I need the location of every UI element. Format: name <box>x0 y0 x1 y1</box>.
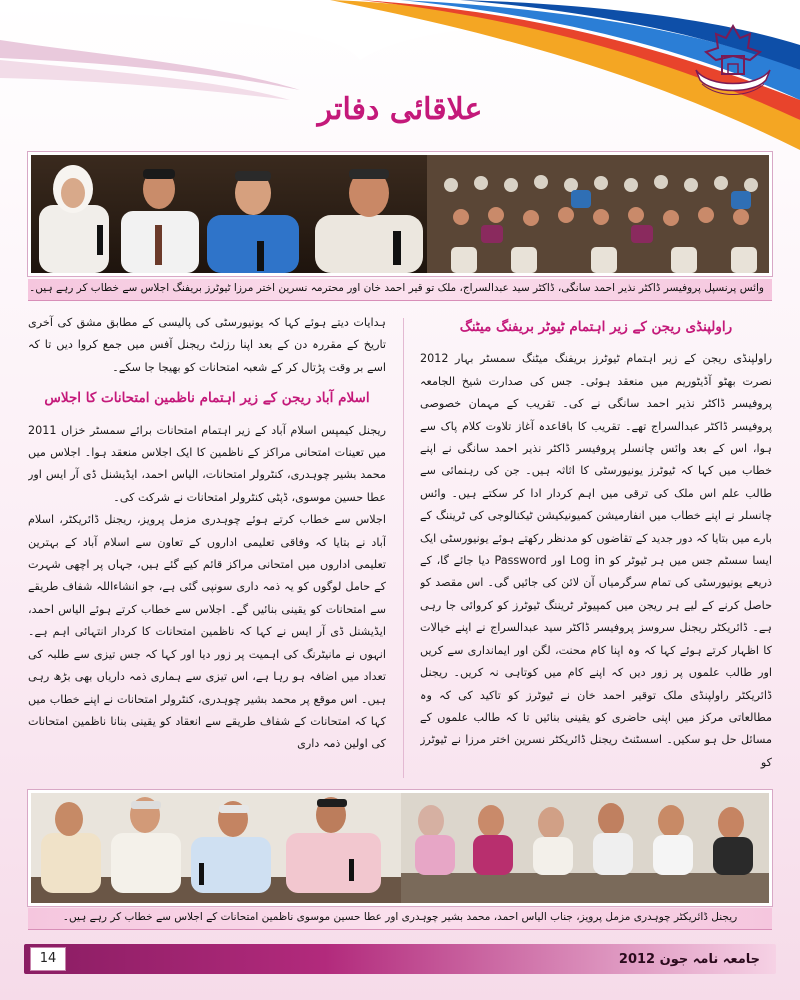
bottom-photo-caption: ریجنل ڈائریکٹر چوہدری مزمل پرویز، جناب الیاس احمد، محمد بشیر چوہدری اور عطا حسین موسوی ناظمین امتحانات کے اجلاس سے خطاب کر رہے ہیں۔ <box>28 908 772 930</box>
left-article-paragraph-2: اجلاس سے خطاب کرتے ہوئے چوہدری مزمل پرویز، ریجنل ڈائریکٹر، اسلام آباد نے بتایا کہ وفاقی تعلیمی اداروں کے تعاون سے اسلام آباد کے بہترین تعلیمی اداروں میں امتحانی مراکز قائم کیے گئے ہیں، جہاں پر اچھی شہرت کے حامل لوگوں کو یہ ذمہ داری سونپی گئی ہے، جو انشاءاللہ شفاف طریقے سے امتحانات کو یقینی بنائیں گے۔ اجلاس سے خطاب کرتے ہوئے الیاس احمد، ایڈیشنل ڈی آر ایس نے کہا کہ ناظمین امتحانات کا کردار انتہائی اہم ہے۔ انہوں نے مانیٹرنگ کی اہمیت پر زور دیا اور کہا کہ جس تیزی سے طلبہ کی تعداد میں اضافہ ہو رہا ہے، اس تیزی سے ہماری ذمہ داریاں بھی بڑھ رہی ہیں۔ اس موقع پر محمد بشیر چوہدری، کنٹرولر امتحانات نے اپنے خطاب میں کہا کہ امتحانات کے شفاف طریقے سے انعقاد کو یقینی بنانا ناظمین امتحانات کی اولین ذمہ داری <box>28 513 386 751</box>
page-title: علاقائی دفاتر <box>317 92 483 127</box>
bottom-photo <box>28 790 772 906</box>
left-article-heading: اسلام آباد ریجن کے زیر اہتمام ناظمین امتحانات کا اجلاس <box>44 390 370 407</box>
right-article-heading: راولپنڈی ریجن کے زیر اہتمام ٹیوٹر بریفنگ میٹنگ <box>459 319 733 335</box>
right-article <box>420 312 772 782</box>
left-article <box>28 312 386 782</box>
footer-publication <box>619 949 760 971</box>
left-article-paragraph-1: ریجنل کیمپس اسلام آباد کے زیر اہتمام امتحانات برائے سمسٹر خزاں 2011 میں تعینات امتحانی مراکز کے ناظمین کا ایک اجلاس منعقد ہوا۔ اجلاس میں محمد بشیر چوہدری، کنٹرولر امتحانات، الیاس احمد، ایڈیشنل ڈی آر ایس اور عطا حسین موسوی، ڈپٹی کنٹرولر امتحانات نے شرکت کی۔ <box>28 423 386 504</box>
top-photo-caption: وائس پرنسپل پروفیسر ڈاکٹر نذیر احمد سانگی، ڈاکٹر سید عبدالسراج، ملک تو قیر احمد خان اور محترمہ نسرین اختر مرزا ٹیوٹرز بریفنگ اجلاس سے خطاب کر رہے ہیں۔ <box>28 279 772 301</box>
top-photo <box>28 152 772 276</box>
issue-date: جون 2012 <box>618 952 689 967</box>
top-photo-image <box>31 155 769 273</box>
publication-name: جامعہ نامہ <box>692 952 760 967</box>
left-article-intro: ہدایات دیتے ہوئے کہا کہ یونیورسٹی کی پالیسی کے مطابق مشق کی آخری تاریخ کے مقررہ دن کے بعد اپنا رزلٹ ریجنل آفس میں جمع کروا دیں تا کہ اسے بر وقت پڑتال کر کے شعبہ امتحانات کو بھیجا جا سکے۔ <box>28 316 386 374</box>
right-article-body: راولپنڈی ریجن کے زیر اہتمام ٹیوٹرز بریفنگ میٹنگ سمسٹر بہار 2012 نصرت بھٹو آڈیٹوریم میں منعقد ہوئی۔ جس کی صدارت شیخ الجامعہ پروفیسر ڈاکٹر نذیر احمد سانگی نے کی۔ تقریب کے مہمان خصوصی پروفیسر ڈاکٹر عبدالسراج تھے۔ تقریب کا باقاعدہ آغاز تلاوت کلام پاک سے ہوا، اس کے بعد وائس چانسلر پروفیسر ڈاکٹر نذیر احمد سانگی نے اپنے خطاب میں کہا کہ ٹیوٹرز یونیورسٹی کا اثاثہ ہیں۔ جن کی رہنمائی سے طالب علم اس ملک کی ترقی میں اہم کردار ادا کر سکتے ہیں۔ وائس چانسلر نے اپنے خطاب میں انفارمیشن کمیونیکیشن ٹیکنالوجی کی ٹریننگ کے بارے میں بتایا کہ دور جدید کے تقاضوں کو مدنظر رکھتے ہوئے یونیورسٹی ایک ایسا سسٹم جس میں ہر ٹیوٹر کو Log in اور Password دیا جائے گا، کے ذریعے یونیورسٹی کی تمام سرگرمیاں آن لائن کی جائیں گی۔ اس مقصد کو حاصل کرنے کے لیے ہر ریجن میں کمپیوٹر ٹریننگ ٹیوٹرز کو کروائی جا رہی ہے۔ ڈائریکٹر ریجنل سروسز پروفیسر ڈاکٹر سید عبدالسراج نے اپنے خیالات کا اظہار کرتے ہوئے کہا کہ وہ اپنا کام محنت، لگن اور ایمانداری سے کریں اور طالب علموں پر زور دیں کہ اپنے کام میں کوتاہی نہ کریں۔ ریجنل ڈائریکٹر راولپنڈی ملک توقیر احمد خان نے ٹیوٹرز کو تاکید کی کہ وہ مطالعاتی مرکز میں اپنی حاضری کو یقینی بنائیں تا کہ طالب علموں کے مسائل حل ہو سکیں۔ اسسٹنٹ ریجنل ڈائریکٹر نسرین اختر مرزا نے ٹیوٹرز کو <box>420 352 772 769</box>
column-divider <box>403 318 404 778</box>
bottom-photo-image <box>31 793 769 903</box>
page-number: 14 <box>30 947 66 971</box>
header-swoosh-decoration <box>0 0 800 150</box>
